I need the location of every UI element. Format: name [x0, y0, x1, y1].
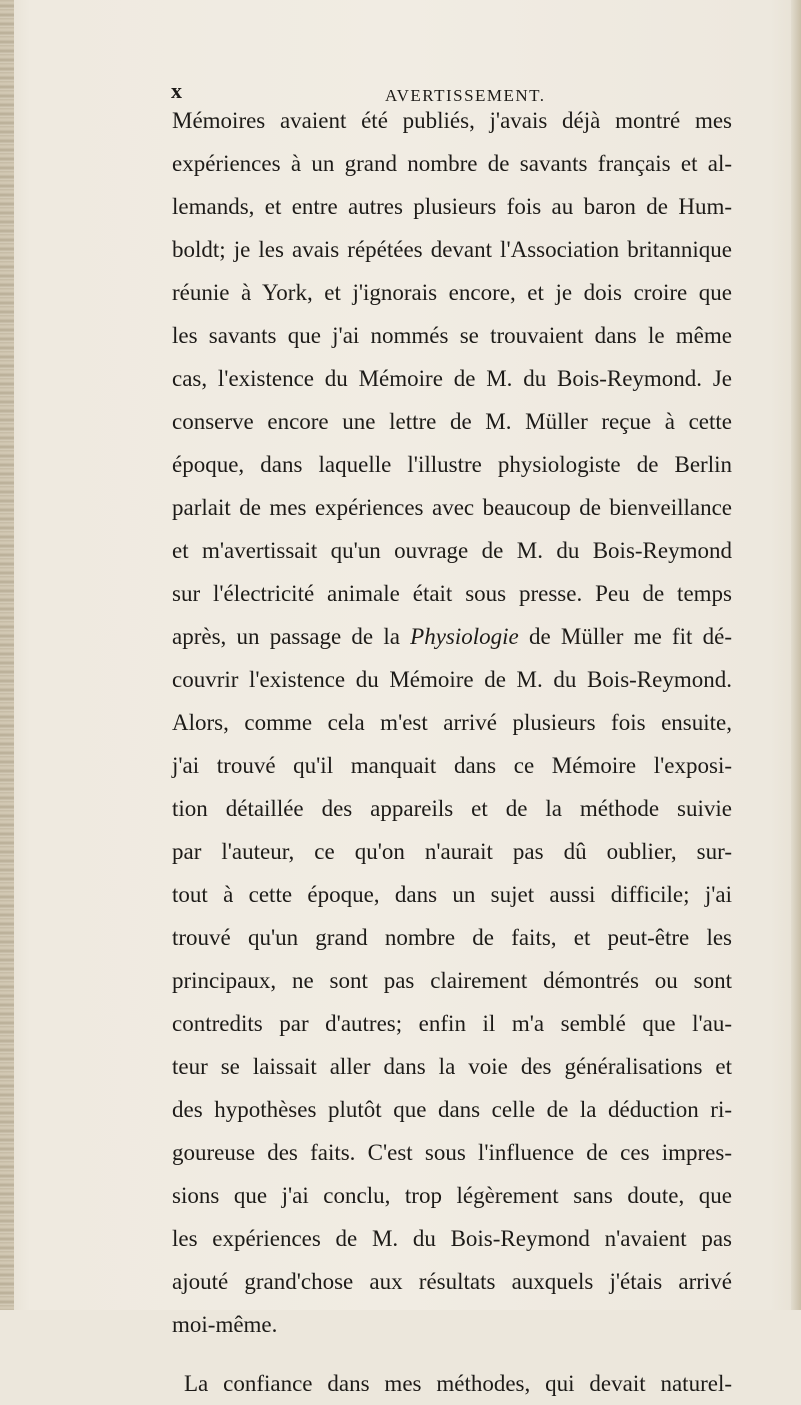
text-line: ajouté grand'chose aux résultats auxquels j'étais arrivé [172, 1269, 732, 1294]
text-line: et m'avertissait qu'un ouvrage de M. du Bois-Reymond [172, 538, 732, 563]
text-line: couvrir l'existence du Mémoire de M. du Bois-Reymond. [172, 667, 732, 692]
body-text [172, 99, 732, 1405]
text-line: tion détaillée des appareils et de la méthode suivie [172, 796, 732, 821]
italic-title: Physiologie [410, 624, 519, 649]
text-line: après, un passage de la Physiologie de Müller me fit dé- [172, 624, 732, 649]
page-binding-edge [0, 0, 14, 1310]
text-line: moi-même. [172, 1312, 278, 1337]
text-line: réunie à York, et j'ignorais encore, et je dois croire que [172, 280, 732, 305]
paragraph [172, 99, 732, 1346]
text-line: conserve encore une lettre de M. Müller reçue à cette [172, 409, 732, 434]
text-line: principaux, ne sont pas clairement démontrés ou sont [172, 968, 732, 993]
text-line: lemands, et entre autres plusieurs fois au baron de Hum- [172, 194, 732, 219]
page-folio: x [171, 78, 182, 103]
text-line: Mémoires avaient été publiés, j'avais déjà montré mes [172, 108, 732, 133]
paragraph [172, 1362, 732, 1405]
text-line: La confiance dans mes méthodes, qui devait naturel- [184, 1371, 732, 1396]
text-line: expériences à un grand nombre de savants français et al- [172, 151, 732, 176]
text-line: sur l'électricité animale était sous presse. Peu de temps [172, 581, 732, 606]
text-line: teur se laissait aller dans la voie des généralisations et [172, 1054, 732, 1079]
page-right-edge [791, 0, 801, 1310]
text-line: goureuse des faits. C'est sous l'influence de ces impres- [172, 1140, 732, 1165]
text-line: sions que j'ai conclu, trop légèrement sans doute, que [172, 1183, 732, 1208]
paragraph-gap [172, 1346, 732, 1362]
running-title: AVERTISSEMENT. [385, 86, 546, 105]
text-line: trouvé qu'un grand nombre de faits, et peut-être les [172, 925, 732, 950]
text-line: Alors, comme cela m'est arrivé plusieurs fois ensuite, [172, 710, 732, 735]
text-line: parlait de mes expériences avec beaucoup de bienveillance [172, 495, 732, 520]
text-line: j'ai trouvé qu'il manquait dans ce Mémoire l'exposi- [172, 753, 732, 778]
text-line: des hypothèses plutôt que dans celle de la déduction ri- [172, 1097, 732, 1122]
text-line: cas, l'existence du Mémoire de M. du Bois-Reymond. Je [172, 366, 732, 391]
text-line: les expériences de M. du Bois-Reymond n'avaient pas [172, 1226, 732, 1251]
text-line: contredits par d'autres; enfin il m'a semblé que l'au- [172, 1011, 732, 1036]
text-line: boldt; je les avais répétées devant l'Association britannique [172, 237, 732, 262]
text-line: par l'auteur, ce qu'on n'aurait pas dû oublier, sur- [172, 839, 732, 864]
text-line: tout à cette époque, dans un sujet aussi difficile; j'ai [172, 882, 732, 907]
text-line: les savants que j'ai nommés se trouvaient dans le même [172, 323, 732, 348]
text-line: époque, dans laquelle l'illustre physiologiste de Berlin [172, 452, 732, 477]
